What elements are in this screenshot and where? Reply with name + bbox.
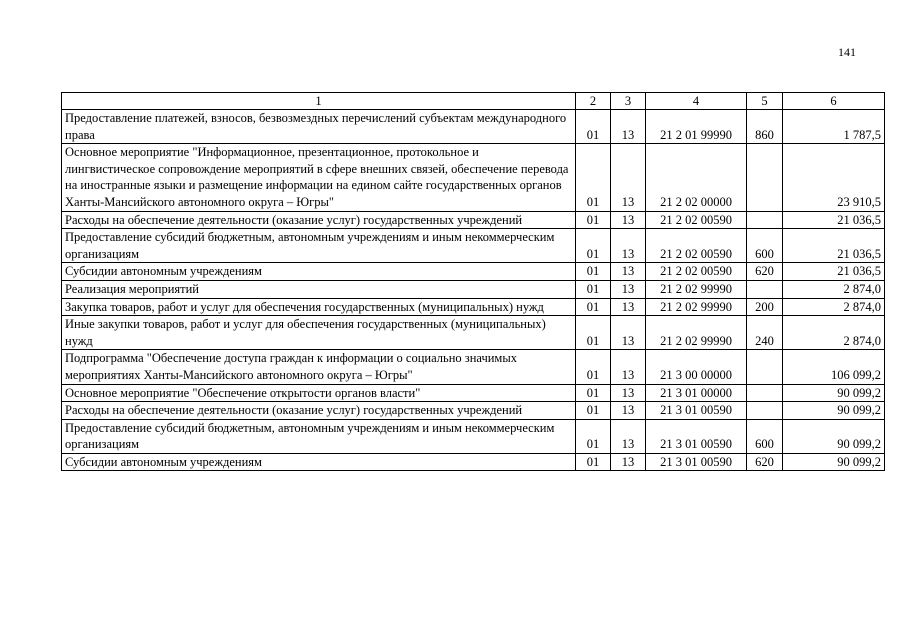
table-row bbox=[62, 211, 885, 229]
header-row bbox=[62, 93, 885, 110]
header-col-5: 5 bbox=[747, 93, 783, 110]
row-amount: 2 874,0 bbox=[783, 316, 885, 350]
row-name: Расходы на обеспечение деятельности (оказание услуг) государственных учреждений bbox=[62, 211, 576, 229]
row-section: 01 bbox=[576, 316, 611, 350]
row-amount: 21 036,5 bbox=[783, 229, 885, 263]
row-amount: 1 787,5 bbox=[783, 110, 885, 144]
row-expense-type bbox=[747, 402, 783, 420]
header-col-2: 2 bbox=[576, 93, 611, 110]
row-target-code: 21 2 02 99990 bbox=[646, 316, 747, 350]
row-section: 01 bbox=[576, 402, 611, 420]
row-subsection: 13 bbox=[611, 316, 646, 350]
row-subsection: 13 bbox=[611, 453, 646, 471]
row-expense-type: 200 bbox=[747, 298, 783, 316]
table-row bbox=[62, 298, 885, 316]
row-name: Основное мероприятие "Обеспечение открытости органов власти" bbox=[62, 384, 576, 402]
table-row bbox=[62, 263, 885, 281]
row-amount: 90 099,2 bbox=[783, 419, 885, 453]
row-amount: 2 874,0 bbox=[783, 280, 885, 298]
row-expense-type: 620 bbox=[747, 263, 783, 281]
row-name: Субсидии автономным учреждениям bbox=[62, 263, 576, 281]
row-amount: 2 874,0 bbox=[783, 298, 885, 316]
row-target-code: 21 2 02 99990 bbox=[646, 298, 747, 316]
row-expense-type: 240 bbox=[747, 316, 783, 350]
row-subsection: 13 bbox=[611, 144, 646, 211]
row-section: 01 bbox=[576, 229, 611, 263]
row-subsection: 13 bbox=[611, 419, 646, 453]
row-subsection: 13 bbox=[611, 384, 646, 402]
row-target-code: 21 2 02 00590 bbox=[646, 229, 747, 263]
row-section: 01 bbox=[576, 298, 611, 316]
row-subsection: 13 bbox=[611, 298, 646, 316]
page-number: 141 bbox=[838, 45, 856, 59]
row-name: Предоставление субсидий бюджетным, автономным учреждениям и иным некоммерческим организациям bbox=[62, 229, 576, 263]
row-amount: 106 099,2 bbox=[783, 350, 885, 384]
row-expense-type: 620 bbox=[747, 453, 783, 471]
row-expense-type: 600 bbox=[747, 229, 783, 263]
row-subsection: 13 bbox=[611, 211, 646, 229]
table-row bbox=[62, 350, 885, 384]
row-name: Реализация мероприятий bbox=[62, 280, 576, 298]
header-col-4: 4 bbox=[646, 93, 747, 110]
table-row bbox=[62, 419, 885, 453]
row-amount: 21 036,5 bbox=[783, 263, 885, 281]
header-col-6: 6 bbox=[783, 93, 885, 110]
row-target-code: 21 2 01 99990 bbox=[646, 110, 747, 144]
row-subsection: 13 bbox=[611, 263, 646, 281]
row-name: Иные закупки товаров, работ и услуг для обеспечения государственных (муниципальных) нужд bbox=[62, 316, 576, 350]
row-section: 01 bbox=[576, 110, 611, 144]
table-row bbox=[62, 144, 885, 211]
row-subsection: 13 bbox=[611, 229, 646, 263]
header-col-3: 3 bbox=[611, 93, 646, 110]
table-row bbox=[62, 110, 885, 144]
row-target-code: 21 3 01 00590 bbox=[646, 402, 747, 420]
row-expense-type bbox=[747, 280, 783, 298]
row-subsection: 13 bbox=[611, 350, 646, 384]
row-section: 01 bbox=[576, 350, 611, 384]
row-name: Расходы на обеспечение деятельности (оказание услуг) государственных учреждений bbox=[62, 402, 576, 420]
row-section: 01 bbox=[576, 384, 611, 402]
row-expense-type bbox=[747, 144, 783, 211]
row-section: 01 bbox=[576, 280, 611, 298]
table-row bbox=[62, 384, 885, 402]
row-amount: 21 036,5 bbox=[783, 211, 885, 229]
row-target-code: 21 3 01 00590 bbox=[646, 453, 747, 471]
row-section: 01 bbox=[576, 211, 611, 229]
row-expense-type bbox=[747, 384, 783, 402]
row-amount: 90 099,2 bbox=[783, 402, 885, 420]
header-col-1: 1 bbox=[62, 93, 576, 110]
row-target-code: 21 2 02 00590 bbox=[646, 211, 747, 229]
row-name: Субсидии автономным учреждениям bbox=[62, 453, 576, 471]
table-header bbox=[62, 93, 885, 110]
table-row bbox=[62, 402, 885, 420]
row-section: 01 bbox=[576, 419, 611, 453]
row-name: Подпрограмма "Обеспечение доступа граждан к информации о социально значимых мероприятиях Ханты-Мансийского автономного округа – Югры" bbox=[62, 350, 576, 384]
row-expense-type bbox=[747, 350, 783, 384]
table-row bbox=[62, 316, 885, 350]
row-section: 01 bbox=[576, 453, 611, 471]
row-target-code: 21 2 02 00590 bbox=[646, 263, 747, 281]
row-target-code: 21 2 02 00000 bbox=[646, 144, 747, 211]
row-section: 01 bbox=[576, 144, 611, 211]
row-subsection: 13 bbox=[611, 402, 646, 420]
table-row bbox=[62, 453, 885, 471]
table-body bbox=[62, 110, 885, 471]
row-subsection: 13 bbox=[611, 280, 646, 298]
budget-table bbox=[61, 92, 885, 471]
row-amount: 90 099,2 bbox=[783, 453, 885, 471]
row-target-code: 21 2 02 99990 bbox=[646, 280, 747, 298]
row-amount: 23 910,5 bbox=[783, 144, 885, 211]
row-target-code: 21 3 01 00590 bbox=[646, 419, 747, 453]
row-name: Предоставление субсидий бюджетным, автономным учреждениям и иным некоммерческим организациям bbox=[62, 419, 576, 453]
row-name: Предоставление платежей, взносов, безвозмездных перечислений субъектам международного права bbox=[62, 110, 576, 144]
row-expense-type: 600 bbox=[747, 419, 783, 453]
table-row bbox=[62, 280, 885, 298]
row-expense-type bbox=[747, 211, 783, 229]
row-name: Закупка товаров, работ и услуг для обеспечения государственных (муниципальных) нужд bbox=[62, 298, 576, 316]
row-target-code: 21 3 01 00000 bbox=[646, 384, 747, 402]
table-row bbox=[62, 229, 885, 263]
row-subsection: 13 bbox=[611, 110, 646, 144]
row-expense-type: 860 bbox=[747, 110, 783, 144]
row-name: Основное мероприятие "Информационное, презентационное, протокольное и лингвистическое сопровождение мероприятий в сфере внешних связей, обеспечение перевода на иностранные языки и размещение информации на едином сайте государственных органов Ханты-Мансийского автономного округа – Югры" bbox=[62, 144, 576, 211]
row-amount: 90 099,2 bbox=[783, 384, 885, 402]
row-section: 01 bbox=[576, 263, 611, 281]
row-target-code: 21 3 00 00000 bbox=[646, 350, 747, 384]
